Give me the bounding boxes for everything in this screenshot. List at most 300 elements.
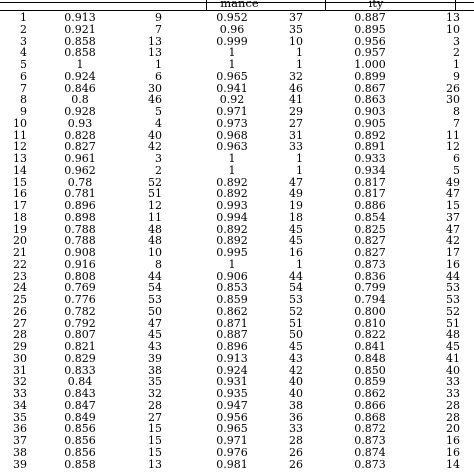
quality-rank-cell: 16 bbox=[446, 434, 460, 447]
performance-score-cell: 0.968 bbox=[216, 128, 248, 142]
quality-score-cell: 0.794 bbox=[354, 293, 386, 306]
table-row bbox=[0, 318, 474, 329]
quality-rank-cell: 53 bbox=[446, 281, 460, 295]
table-row bbox=[0, 412, 474, 423]
row-number-cell: 10 bbox=[13, 116, 27, 130]
table-row bbox=[0, 224, 474, 235]
row-number-cell: 17 bbox=[13, 199, 27, 212]
score-a-cell: 0.898 bbox=[64, 210, 96, 224]
performance-rank-cell: 18 bbox=[289, 210, 303, 224]
quality-rank-cell: 28 bbox=[446, 398, 460, 412]
score-a-cell: 0.913 bbox=[64, 11, 96, 24]
table-row bbox=[0, 47, 474, 58]
quality-score-cell: 0.892 bbox=[354, 128, 386, 142]
quality-rank-cell: 33 bbox=[446, 375, 460, 389]
score-a-cell: 0.856 bbox=[64, 434, 96, 447]
score-a-cell: 0.843 bbox=[64, 387, 96, 400]
table-row bbox=[0, 71, 474, 82]
score-a-cell: 0.93 bbox=[67, 116, 93, 130]
score-a-cell: 0.856 bbox=[64, 445, 96, 459]
quality-rank-cell: 15 bbox=[446, 199, 460, 212]
score-a-cell: 0.807 bbox=[64, 328, 96, 342]
performance-score-cell: 0.853 bbox=[216, 281, 248, 295]
quality-score-cell: 0.800 bbox=[354, 304, 386, 318]
row-number-cell: 23 bbox=[13, 269, 27, 283]
performance-score-cell: 0.924 bbox=[216, 363, 248, 377]
score-a-cell: 1 bbox=[76, 58, 84, 71]
quality-score-cell: 0.867 bbox=[354, 81, 386, 95]
performance-score-cell: 0.956 bbox=[216, 410, 248, 424]
performance-rank-cell: 44 bbox=[289, 269, 303, 283]
rank-a-cell: 48 bbox=[148, 234, 162, 248]
row-number-cell: 12 bbox=[13, 140, 27, 154]
performance-score-cell: 0.892 bbox=[216, 234, 248, 248]
rank-a-cell: 6 bbox=[155, 69, 162, 83]
table-row bbox=[0, 165, 474, 176]
quality-score-cell: 0.810 bbox=[354, 316, 386, 330]
table-row bbox=[0, 329, 474, 340]
performance-score-cell: 0.92 bbox=[219, 93, 245, 107]
rank-a-cell: 35 bbox=[148, 375, 162, 389]
row-number-cell: 1 bbox=[20, 11, 27, 24]
quality-rank-cell: 28 bbox=[446, 410, 460, 424]
table-row bbox=[0, 400, 474, 411]
performance-score-cell: 0.96 bbox=[219, 22, 245, 36]
score-a-cell: 0.858 bbox=[64, 46, 96, 60]
row-number-cell: 13 bbox=[13, 152, 27, 165]
quality-score-cell: 0.827 bbox=[354, 246, 386, 259]
score-a-cell: 0.858 bbox=[64, 34, 96, 48]
table-row bbox=[0, 423, 474, 434]
performance-rank-cell: 46 bbox=[289, 81, 303, 95]
quality-rank-cell: 44 bbox=[446, 269, 460, 283]
quality-score-cell: 0.841 bbox=[354, 340, 386, 353]
performance-rank-cell: 36 bbox=[289, 410, 303, 424]
row-number-cell: 15 bbox=[13, 175, 27, 189]
row-number-cell: 11 bbox=[13, 128, 27, 142]
row-number-cell: 33 bbox=[13, 387, 27, 400]
quality-rank-cell: 16 bbox=[446, 257, 460, 271]
performance-rank-cell: 10 bbox=[289, 34, 303, 48]
table-row bbox=[0, 59, 474, 70]
quality-score-cell: 0.848 bbox=[354, 351, 386, 365]
performance-score-cell: 0.935 bbox=[216, 387, 248, 400]
quality-score-cell: 0.866 bbox=[354, 398, 386, 412]
table-row bbox=[0, 12, 474, 23]
quality-score-cell: 0.822 bbox=[354, 328, 386, 342]
score-a-cell: 0.858 bbox=[64, 457, 96, 471]
quality-rank-cell: 16 bbox=[446, 445, 460, 459]
performance-rank-cell: 38 bbox=[289, 398, 303, 412]
table-row bbox=[0, 188, 474, 199]
quality-rank-cell: 47 bbox=[446, 187, 460, 201]
performance-score-cell: 1 bbox=[228, 46, 236, 60]
quality-score-cell: 0.895 bbox=[354, 22, 386, 36]
performance-score-cell: 0.981 bbox=[216, 457, 248, 471]
quality-score-cell: 0.899 bbox=[354, 69, 386, 83]
rank-a-cell: 45 bbox=[148, 328, 162, 342]
quality-score-cell: 0.868 bbox=[354, 410, 386, 424]
quality-score-cell: 0.934 bbox=[354, 163, 386, 177]
table-row bbox=[0, 341, 474, 352]
performance-rank-cell: 53 bbox=[289, 293, 303, 306]
row-number-cell: 14 bbox=[13, 163, 27, 177]
performance-score-cell: 0.973 bbox=[216, 116, 248, 130]
table-row bbox=[0, 435, 474, 446]
quality-rank-cell: 48 bbox=[446, 328, 460, 342]
table-row bbox=[0, 235, 474, 246]
rank-a-cell: 13 bbox=[148, 34, 162, 48]
table-row bbox=[0, 130, 474, 141]
performance-score-cell: 0.971 bbox=[216, 105, 248, 118]
score-a-cell: 0.962 bbox=[64, 163, 96, 177]
rank-a-cell: 11 bbox=[148, 210, 162, 224]
score-a-cell: 0.828 bbox=[64, 128, 96, 142]
performance-score-cell: 0.887 bbox=[216, 328, 248, 342]
quality-rank-cell: 20 bbox=[446, 422, 460, 436]
score-a-cell: 0.833 bbox=[64, 363, 96, 377]
performance-rank-cell: 1 bbox=[296, 46, 303, 60]
score-a-cell: 0.924 bbox=[64, 69, 96, 83]
quality-score-cell: 0.827 bbox=[354, 234, 386, 248]
performance-rank-cell: 16 bbox=[289, 246, 303, 259]
performance-score-cell: 0.947 bbox=[216, 398, 248, 412]
table-row bbox=[0, 36, 474, 47]
quality-rank-cell: 47 bbox=[446, 222, 460, 236]
quality-score-cell: 0.873 bbox=[354, 457, 386, 471]
row-number-cell: 37 bbox=[13, 434, 27, 447]
performance-rank-cell: 19 bbox=[289, 199, 303, 212]
performance-rank-cell: 42 bbox=[289, 363, 303, 377]
performance-rank-cell: 45 bbox=[289, 222, 303, 236]
quality-score-cell: 0.862 bbox=[354, 387, 386, 400]
performance-rank-cell: 28 bbox=[289, 434, 303, 447]
performance-rank-cell: 31 bbox=[289, 128, 303, 142]
row-number-cell: 38 bbox=[13, 445, 27, 459]
performance-rank-cell: 40 bbox=[289, 387, 303, 400]
rank-a-cell: 43 bbox=[148, 340, 162, 353]
performance-score-cell: 0.892 bbox=[216, 187, 248, 201]
table-row bbox=[0, 365, 474, 376]
rank-a-cell: 2 bbox=[155, 163, 162, 177]
quality-rank-cell: 17 bbox=[446, 246, 460, 259]
performance-rank-cell: 51 bbox=[289, 316, 303, 330]
rank-a-cell: 5 bbox=[155, 105, 162, 118]
table-row bbox=[0, 271, 474, 282]
performance-rank-cell: 40 bbox=[289, 375, 303, 389]
quality-score-cell: 0.891 bbox=[354, 140, 386, 154]
rank-a-cell: 13 bbox=[148, 46, 162, 60]
performance-score-cell: 0.965 bbox=[216, 69, 248, 83]
row-number-cell: 4 bbox=[20, 46, 27, 60]
quality-score-cell: 0.863 bbox=[354, 93, 386, 107]
performance-rank-cell: 47 bbox=[289, 175, 303, 189]
performance-rank-cell: 54 bbox=[289, 281, 303, 295]
performance-score-cell: 0.995 bbox=[216, 246, 248, 259]
score-a-cell: 0.928 bbox=[64, 105, 96, 118]
performance-rank-cell: 52 bbox=[289, 304, 303, 318]
quality-rank-cell: 42 bbox=[446, 234, 460, 248]
performance-score-cell: 0.963 bbox=[216, 140, 248, 154]
row-number-cell: 25 bbox=[13, 293, 27, 306]
score-a-cell: 0.8 bbox=[71, 93, 89, 107]
row-number-cell: 39 bbox=[13, 457, 27, 471]
performance-score-cell: 0.999 bbox=[216, 34, 248, 48]
quality-score-cell: 0.905 bbox=[354, 116, 386, 130]
row-number-cell: 21 bbox=[13, 246, 27, 259]
table-row bbox=[0, 177, 474, 188]
rank-a-cell: 47 bbox=[148, 316, 162, 330]
score-a-cell: 0.782 bbox=[64, 304, 96, 318]
quality-rank-cell: 52 bbox=[446, 304, 460, 318]
quality-rank-cell: 3 bbox=[453, 34, 460, 48]
performance-score-cell: 1 bbox=[228, 257, 236, 271]
quality-rank-cell: 40 bbox=[446, 363, 460, 377]
performance-rank-cell: 1 bbox=[296, 257, 303, 271]
score-a-cell: 0.788 bbox=[64, 234, 96, 248]
row-number-cell: 6 bbox=[20, 69, 27, 83]
quality-score-cell: 0.859 bbox=[354, 375, 386, 389]
quality-score-cell: 0.825 bbox=[354, 222, 386, 236]
score-a-cell: 0.856 bbox=[64, 422, 96, 436]
rank-a-cell: 32 bbox=[148, 387, 162, 400]
quality-score-cell: 0.886 bbox=[354, 199, 386, 212]
rank-a-cell: 28 bbox=[148, 398, 162, 412]
performance-score-cell: 0.871 bbox=[216, 316, 248, 330]
row-number-cell: 30 bbox=[13, 351, 27, 365]
rank-a-cell: 27 bbox=[148, 410, 162, 424]
row-number-cell: 32 bbox=[13, 375, 27, 389]
performance-score-cell: 0.896 bbox=[216, 340, 248, 353]
rank-a-cell: 52 bbox=[148, 175, 162, 189]
performance-rank-cell: 50 bbox=[289, 328, 303, 342]
row-number-cell: 35 bbox=[13, 410, 27, 424]
rank-a-cell: 15 bbox=[148, 434, 162, 447]
quality-score-cell: 0.817 bbox=[354, 187, 386, 201]
quality-score-cell: 1.000 bbox=[354, 58, 386, 71]
quality-score-cell: 0.854 bbox=[354, 210, 386, 224]
performance-rank-cell: 29 bbox=[289, 105, 303, 118]
performance-rank-cell: 27 bbox=[289, 116, 303, 130]
score-a-cell: 0.781 bbox=[64, 187, 96, 201]
row-number-cell: 7 bbox=[20, 81, 27, 95]
performance-rank-cell: 26 bbox=[289, 445, 303, 459]
quality-rank-cell: 53 bbox=[446, 293, 460, 306]
quality-rank-cell: 51 bbox=[446, 316, 460, 330]
table-row bbox=[0, 388, 474, 399]
score-a-cell: 0.916 bbox=[64, 257, 96, 271]
row-number-cell: 27 bbox=[13, 316, 27, 330]
table-row bbox=[0, 200, 474, 211]
score-a-cell: 0.808 bbox=[64, 269, 96, 283]
row-number-cell: 36 bbox=[13, 422, 27, 436]
rank-a-cell: 15 bbox=[148, 445, 162, 459]
quality-score-cell: 0.850 bbox=[354, 363, 386, 377]
table-row bbox=[0, 153, 474, 164]
performance-rank-cell: 32 bbox=[289, 69, 303, 83]
rank-a-cell: 7 bbox=[155, 22, 162, 36]
quality-rank-cell: 7 bbox=[453, 116, 460, 130]
performance-score-cell: 0.994 bbox=[216, 210, 248, 224]
quality-rank-cell: 13 bbox=[446, 11, 460, 24]
score-a-cell: 0.827 bbox=[64, 140, 96, 154]
quality-rank-cell: 6 bbox=[453, 152, 460, 165]
performance-rank-cell: 1 bbox=[296, 58, 303, 71]
row-number-cell: 22 bbox=[13, 257, 27, 271]
rank-a-cell: 42 bbox=[148, 140, 162, 154]
table-row bbox=[0, 282, 474, 293]
table-row bbox=[0, 447, 474, 458]
quality-rank-cell: 41 bbox=[446, 351, 460, 365]
performance-score-cell: 1 bbox=[228, 58, 236, 71]
performance-rank-cell: 35 bbox=[289, 22, 303, 36]
quality-score-cell: 0.887 bbox=[354, 11, 386, 24]
table-row bbox=[0, 83, 474, 94]
quality-score-cell: 0.903 bbox=[354, 105, 386, 118]
quality-rank-cell: 8 bbox=[453, 105, 460, 118]
row-number-cell: 20 bbox=[13, 234, 27, 248]
table-row bbox=[0, 94, 474, 105]
score-a-cell: 0.769 bbox=[64, 281, 96, 295]
performance-rank-cell: 1 bbox=[296, 152, 303, 165]
table-row bbox=[0, 306, 474, 317]
row-number-cell: 29 bbox=[13, 340, 27, 353]
rank-a-cell: 8 bbox=[155, 257, 162, 271]
table-row bbox=[0, 376, 474, 387]
rank-a-cell: 15 bbox=[148, 422, 162, 436]
row-number-cell: 26 bbox=[13, 304, 27, 318]
performance-score-cell: 0.906 bbox=[216, 269, 248, 283]
rank-a-cell: 51 bbox=[148, 187, 162, 201]
rank-a-cell: 10 bbox=[148, 246, 162, 259]
quality-score-cell: 0.874 bbox=[354, 445, 386, 459]
row-number-cell: 31 bbox=[13, 363, 27, 377]
score-a-cell: 0.896 bbox=[64, 199, 96, 212]
performance-rank-cell: 45 bbox=[289, 340, 303, 353]
row-number-cell: 34 bbox=[13, 398, 27, 412]
quality-score-cell: 0.957 bbox=[354, 46, 386, 60]
performance-score-cell: 1 bbox=[228, 163, 236, 177]
rank-a-cell: 39 bbox=[148, 351, 162, 365]
performance-rank-cell: 33 bbox=[289, 140, 303, 154]
performance-score-cell: 0.892 bbox=[216, 175, 248, 189]
table-row bbox=[0, 294, 474, 305]
quality-rank-cell: 10 bbox=[446, 22, 460, 36]
rank-a-cell: 3 bbox=[155, 152, 162, 165]
table-row bbox=[0, 212, 474, 223]
table-row bbox=[0, 141, 474, 152]
table-row bbox=[0, 353, 474, 364]
quality-rank-cell: 12 bbox=[446, 140, 460, 154]
performance-score-cell: 0.941 bbox=[216, 81, 248, 95]
rank-a-cell: 30 bbox=[148, 81, 162, 95]
row-number-cell: 19 bbox=[13, 222, 27, 236]
performance-score-cell: 0.952 bbox=[216, 11, 248, 24]
score-a-cell: 0.846 bbox=[64, 81, 96, 95]
performance-score-cell: 1 bbox=[228, 152, 236, 165]
quality-rank-cell: 2 bbox=[453, 46, 460, 60]
rank-a-cell: 40 bbox=[148, 128, 162, 142]
rank-a-cell: 48 bbox=[148, 222, 162, 236]
quality-rank-cell: 9 bbox=[453, 69, 460, 83]
score-a-cell: 0.821 bbox=[64, 340, 96, 353]
table-row bbox=[0, 259, 474, 270]
performance-score-cell: 0.971 bbox=[216, 434, 248, 447]
score-a-cell: 0.788 bbox=[64, 222, 96, 236]
performance-score-cell: 0.862 bbox=[216, 304, 248, 318]
score-a-cell: 0.78 bbox=[67, 175, 93, 189]
quality-score-cell: 0.799 bbox=[354, 281, 386, 295]
row-number-cell: 28 bbox=[13, 328, 27, 342]
rank-a-cell: 53 bbox=[148, 293, 162, 306]
row-number-cell: 16 bbox=[13, 187, 27, 201]
table-row bbox=[0, 106, 474, 117]
score-a-cell: 0.792 bbox=[64, 316, 96, 330]
performance-rank-cell: 26 bbox=[289, 457, 303, 471]
rank-a-cell: 9 bbox=[155, 11, 162, 24]
quality-rank-cell: 5 bbox=[453, 163, 460, 177]
performance-score-cell: 0.976 bbox=[216, 445, 248, 459]
performance-score-cell: 0.931 bbox=[216, 375, 248, 389]
quality-rank-cell: 26 bbox=[446, 81, 460, 95]
score-a-cell: 0.921 bbox=[64, 22, 96, 36]
rank-a-cell: 12 bbox=[148, 199, 162, 212]
quality-rank-cell: 30 bbox=[446, 93, 460, 107]
score-a-cell: 0.849 bbox=[64, 410, 96, 424]
score-a-cell: 0.908 bbox=[64, 246, 96, 259]
row-number-cell: 3 bbox=[20, 34, 27, 48]
row-number-cell: 9 bbox=[20, 105, 27, 118]
performance-rank-cell: 33 bbox=[289, 422, 303, 436]
quality-score-cell: 0.933 bbox=[354, 152, 386, 165]
score-a-cell: 0.847 bbox=[64, 398, 96, 412]
rank-a-cell: 54 bbox=[148, 281, 162, 295]
rank-a-cell: 13 bbox=[148, 457, 162, 471]
table-row bbox=[0, 24, 474, 35]
performance-rank-cell: 41 bbox=[289, 93, 303, 107]
row-number-cell: 2 bbox=[20, 22, 27, 36]
rank-a-cell: 46 bbox=[148, 93, 162, 107]
performance-score-cell: 0.993 bbox=[216, 199, 248, 212]
performance-rank-cell: 49 bbox=[289, 187, 303, 201]
performance-rank-cell: 37 bbox=[289, 11, 303, 24]
performance-score-cell: 0.913 bbox=[216, 351, 248, 365]
rank-a-cell: 1 bbox=[155, 58, 162, 71]
performance-score-cell: 0.965 bbox=[216, 422, 248, 436]
score-a-cell: 0.961 bbox=[64, 152, 96, 165]
row-number-cell: 5 bbox=[20, 58, 27, 71]
quality-rank-cell: 11 bbox=[446, 128, 460, 142]
row-number-cell: 24 bbox=[13, 281, 27, 295]
rank-a-cell: 50 bbox=[148, 304, 162, 318]
quality-score-cell: 0.836 bbox=[354, 269, 386, 283]
quality-score-cell: 0.873 bbox=[354, 434, 386, 447]
quality-score-cell: 0.873 bbox=[354, 257, 386, 271]
performance-score-cell: 0.892 bbox=[216, 222, 248, 236]
table-row bbox=[0, 247, 474, 258]
header-quality-fragment: ity bbox=[368, 0, 384, 10]
table-row bbox=[0, 118, 474, 129]
quality-score-cell: 0.817 bbox=[354, 175, 386, 189]
quality-rank-cell: 49 bbox=[446, 175, 460, 189]
rank-a-cell: 38 bbox=[148, 363, 162, 377]
quality-score-cell: 0.872 bbox=[354, 422, 386, 436]
quality-rank-cell: 37 bbox=[446, 210, 460, 224]
score-a-cell: 0.84 bbox=[67, 375, 93, 389]
performance-rank-cell: 1 bbox=[296, 163, 303, 177]
quality-rank-cell: 45 bbox=[446, 340, 460, 353]
score-a-cell: 0.776 bbox=[64, 293, 96, 306]
